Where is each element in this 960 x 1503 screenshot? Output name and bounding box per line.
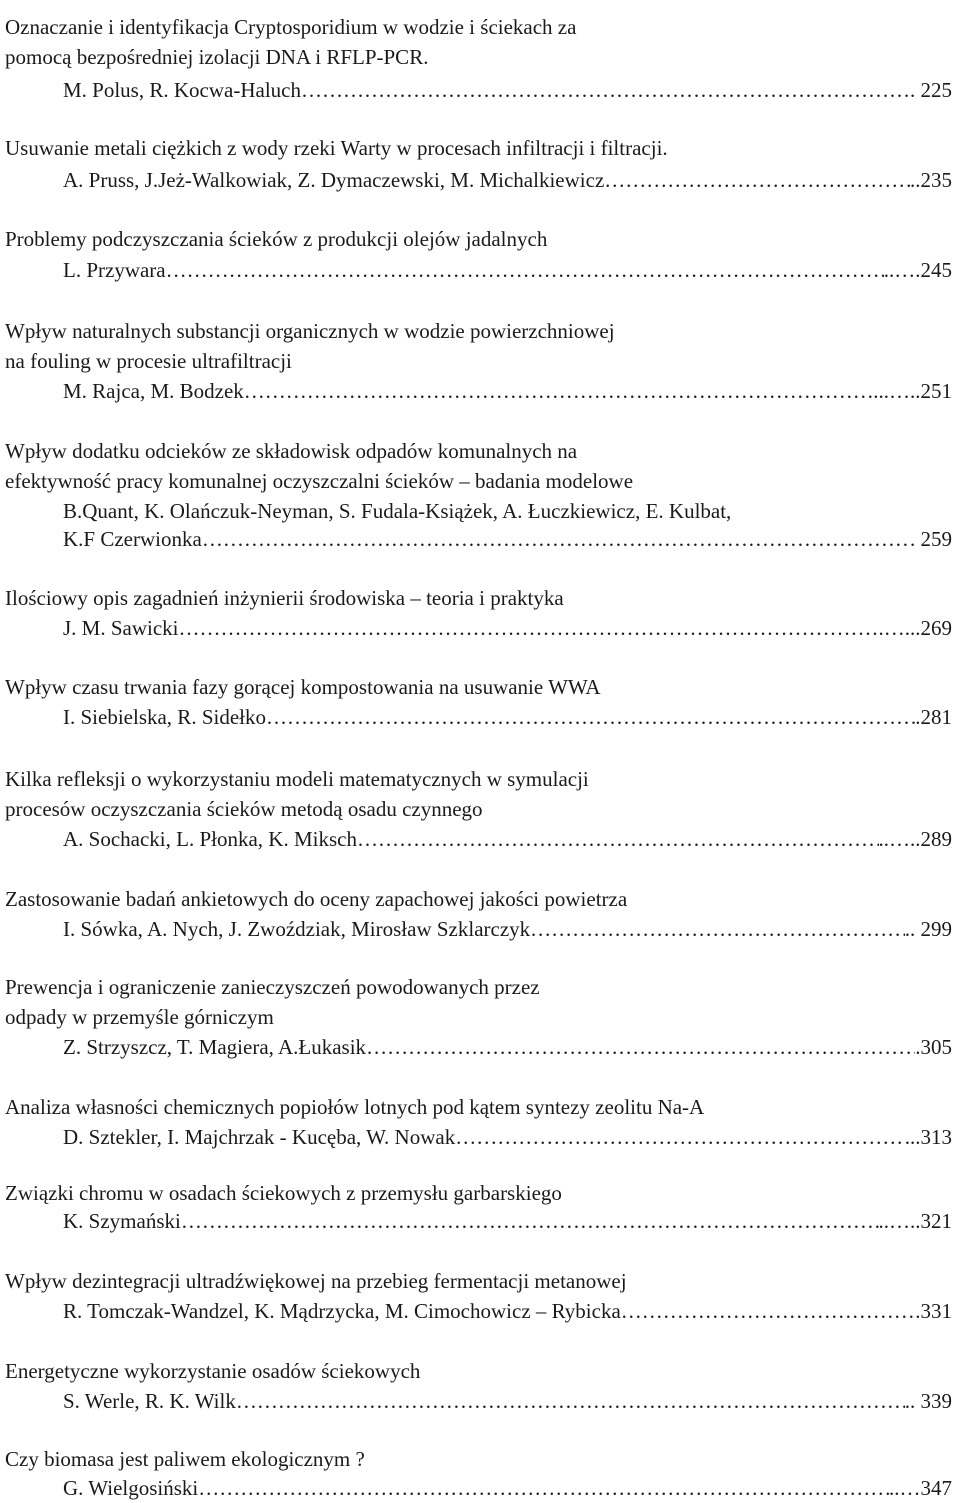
toc-entry-authors: S. Werle, R. K. Wilk <box>63 1389 236 1413</box>
toc-entry-title: Zastosowanie badań ankietowych do oceny zapachowej jakości powietrza <box>5 887 628 911</box>
toc-entry-author-row <box>63 824 952 854</box>
toc-entry-page-number: .281 <box>915 705 952 729</box>
toc-entry-page-number: ...313 <box>904 1125 952 1149</box>
dot-leader <box>244 376 873 406</box>
toc-entry-page-number: . 259 <box>910 527 952 551</box>
toc-entry-author-row <box>63 1473 952 1503</box>
toc-entry-authors: D. Sztekler, I. Majchrzak - Kucęba, W. Nowak <box>63 1125 456 1149</box>
toc-entry-authors: B.Quant, K. Olańczuk-Neyman, S. Fudala-Książek, A. Łuczkiewicz, E. Kulbat, <box>63 499 732 523</box>
toc-entry-author-row <box>63 1032 952 1062</box>
dot-leader <box>455 1122 905 1152</box>
toc-entry-authors: I. Siebielska, R. Sidełko <box>63 705 266 729</box>
toc-entry-title: Analiza własności chemicznych popiołów lotnych pod kątem syntezy zeolitu Na-A <box>5 1095 705 1119</box>
toc-entry-page-number: ..…..321 <box>878 1209 952 1233</box>
toc-entry-title: Wpływ czasu trwania fazy gorącej kompostowania na usuwanie WWA <box>5 675 601 699</box>
toc-entry-page-number: .…...269 <box>878 616 952 640</box>
toc-entry-title: Wpływ naturalnych substancji organicznych w wodzie powierzchniowej <box>5 319 615 343</box>
toc-entry-author-row <box>63 1296 952 1326</box>
toc-entry-page-number: ..…347 <box>889 1476 952 1500</box>
dot-leader <box>202 524 910 554</box>
toc-entry-page-number: .. 299 <box>904 917 952 941</box>
toc-entry-title: Energetyczne wykorzystanie osadów ściekowych <box>5 1359 421 1383</box>
toc-entry-page-number: .331 <box>915 1299 952 1323</box>
toc-entry-page-number: ...…..251 <box>873 379 952 403</box>
toc-entry-title: procesów oczyszczania ścieków metodą osadu czynnego <box>5 797 483 821</box>
toc-entry-title: efektywność pracy komunalnej oczyszczalni ścieków – badania modelowe <box>5 469 634 493</box>
toc-entry-author-row <box>63 165 952 195</box>
toc-entry-author-row <box>63 75 952 105</box>
toc-entry-title: Kilka refleksji o wykorzystaniu modeli matematycznych w symulacji <box>5 767 589 791</box>
toc-entry-authors: R. Tomczak-Wandzel, K. Mądrzycka, M. Cimochowicz – Rybicka <box>63 1299 621 1323</box>
dot-leader <box>621 1296 915 1326</box>
toc-entry-authors: G. Wielgosiński <box>63 1476 199 1500</box>
toc-entry-author-row <box>63 702 952 732</box>
toc-entry-page-number: ..235 <box>910 168 952 192</box>
toc-entry-title: Ilościowy opis zagadnień inżynierii środowiska – teoria i praktyka <box>5 586 564 610</box>
toc-entry-author-row <box>63 1206 952 1236</box>
toc-entry-authors: K. Szymański <box>63 1209 181 1233</box>
toc-entry-author-row <box>63 1122 952 1152</box>
toc-entry-authors: M. Rajca, M. Bodzek <box>63 379 244 403</box>
toc-entry-title: Prewencja i ograniczenie zanieczyszczeń powodowanych przez <box>5 975 540 999</box>
toc-entry-page-number: .. 339 <box>904 1389 952 1413</box>
toc-entry-title: pomocą bezpośredniej izolacji DNA i RFLP-PCR. <box>5 45 429 69</box>
toc-entry-title: Związki chromu w osadach ściekowych z przemysłu garbarskiego <box>5 1181 562 1205</box>
toc-entry-authors: A. Sochacki, L. Płonka, K. Miksch <box>63 827 357 851</box>
dot-leader <box>604 165 910 195</box>
toc-entry-title: Oznaczanie i identyfikacja Cryptosporidium w wodzie i ściekach za <box>5 15 577 39</box>
dot-leader <box>179 613 879 643</box>
toc-entry-title: Wpływ dezintegracji ultradźwiękowej na przebieg fermentacji metanowej <box>5 1269 627 1293</box>
toc-entry-authors: A. Pruss, J.Jeż-Walkowiak, Z. Dymaczewski, M. Michalkiewicz <box>63 168 605 192</box>
toc-entry-author-row <box>63 255 952 285</box>
dot-leader <box>530 914 905 944</box>
dot-leader <box>236 1386 905 1416</box>
toc-entry-title: Problemy podczyszczania ścieków z produkcji olejów jadalnych <box>5 227 548 251</box>
toc-entry-author-row <box>63 376 952 406</box>
toc-entry-authors: J. M. Sawicki <box>63 616 179 640</box>
dot-leader <box>266 702 915 732</box>
dot-leader <box>301 75 910 105</box>
toc-entry-page-number: ..…..289 <box>878 827 952 851</box>
toc-entry-page-number: . 225 <box>910 78 952 102</box>
dot-leader <box>357 824 879 854</box>
dot-leader <box>198 1473 889 1503</box>
dot-leader <box>166 255 884 285</box>
dot-leader <box>181 1206 879 1236</box>
toc-entry-title: Czy biomasa jest paliwem ekologicznym ? <box>5 1447 365 1471</box>
toc-entry-author-row <box>63 914 952 944</box>
toc-entry-author-row <box>63 613 952 643</box>
toc-entry-authors: K.F Czerwionka <box>63 527 202 551</box>
toc-entry-author-row <box>63 524 952 554</box>
toc-entry-authors: M. Polus, R. Kocwa-Haluch <box>63 78 301 102</box>
toc-entry-title: odpady w przemyśle górniczym <box>5 1005 274 1029</box>
toc-entry-page-number: .305 <box>915 1035 952 1059</box>
toc-entry-author-row <box>63 1386 952 1416</box>
dot-leader <box>366 1032 915 1062</box>
toc-entry-authors: I. Sówka, A. Nych, J. Zwoździak, Mirosław Szklarczyk <box>63 917 531 941</box>
toc-entry-title: Wpływ dodatku odcieków ze składowisk odpadów komunalnych na <box>5 439 578 463</box>
toc-entry-authors: Z. Strzyszcz, T. Magiera, A.Łukasik <box>63 1035 367 1059</box>
toc-entry-authors: L. Przywara <box>63 258 166 282</box>
toc-entry-title: Usuwanie metali ciężkich z wody rzeki Warty w procesach infiltracji i filtracji. <box>5 136 668 160</box>
toc-entry-title: na fouling w procesie ultrafiltracji <box>5 349 292 373</box>
toc-entry-page-number: ..….245 <box>883 258 952 282</box>
